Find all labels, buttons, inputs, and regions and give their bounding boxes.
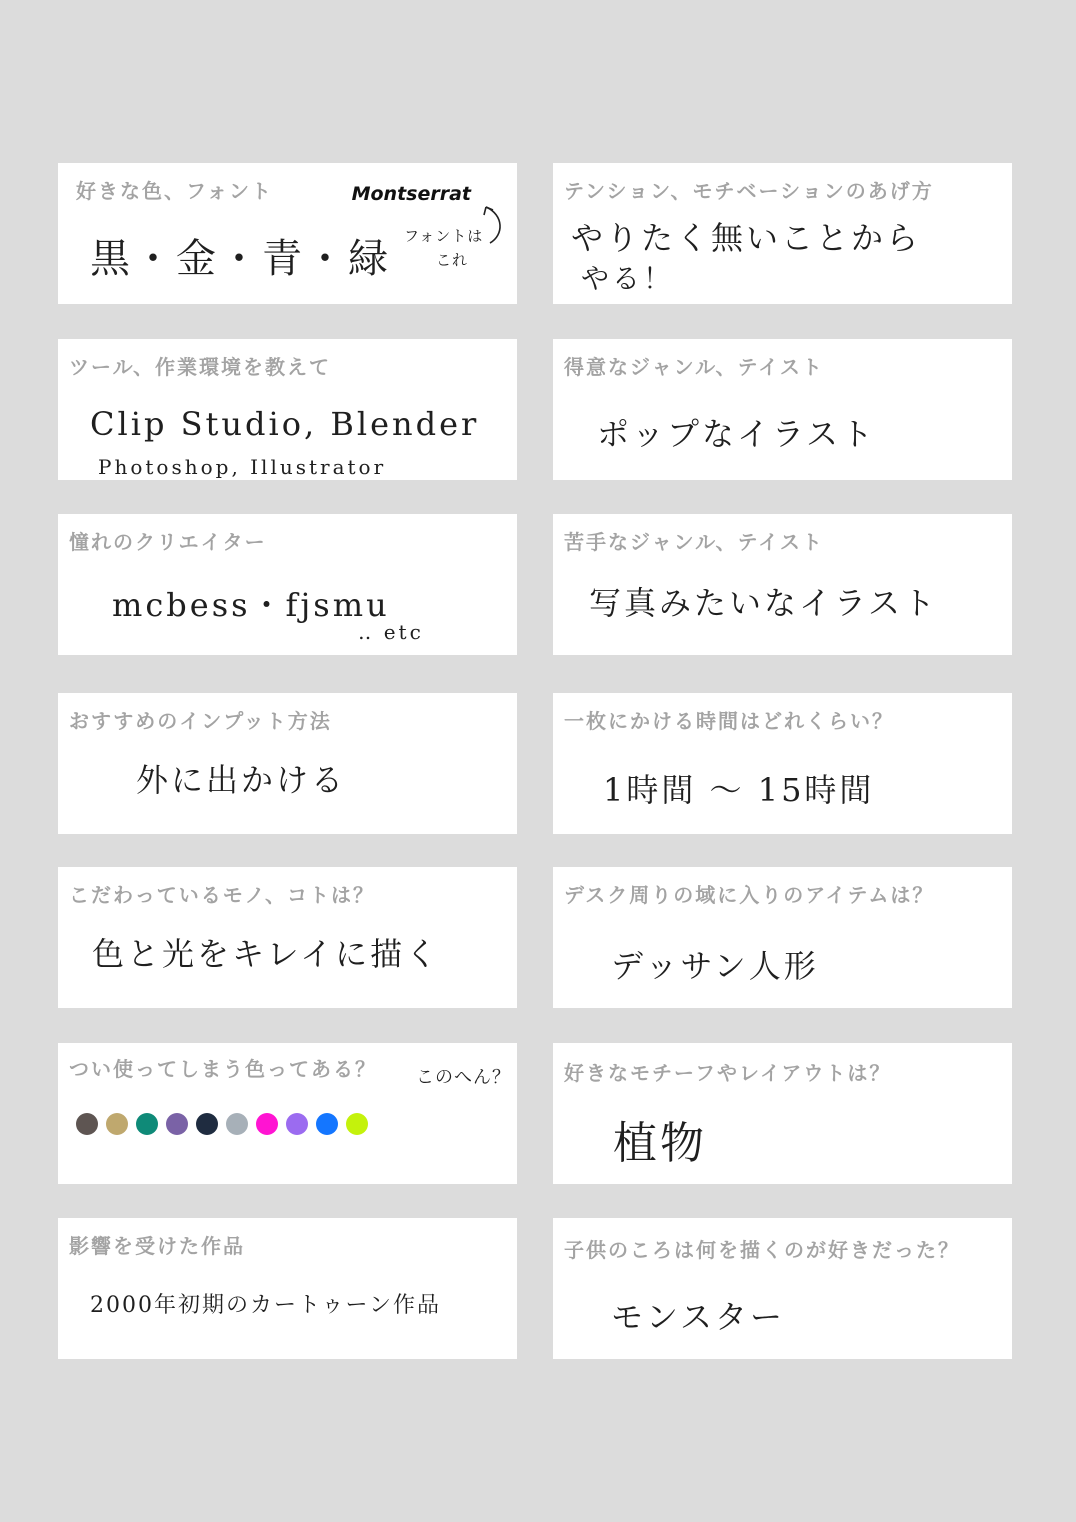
font-logo-montserrat: Montserrat: [351, 183, 471, 205]
question-desk-item: デスク周りの域に入りのアイテムは？: [564, 883, 935, 907]
question-favorite-color-font: 好きな色、フォント: [76, 179, 273, 203]
card-motif: [553, 1043, 1012, 1184]
color-swatch-8: [286, 1113, 308, 1135]
question-input-method: おすすめのインプット方法: [69, 709, 332, 733]
answer-influence: 2000年初期のカートゥーン作品: [90, 1293, 441, 1318]
color-swatch-6: [226, 1113, 248, 1135]
card-input-method: [58, 693, 517, 834]
color-swatch-7: [256, 1113, 278, 1135]
answer-motivation-line1: やりたく無いことから: [571, 219, 922, 257]
curved-arrow-icon: [478, 201, 508, 249]
question-focus: こだわっているモノ、コトは？: [69, 883, 375, 907]
answer-tools-line1: Clip Studio, Blender: [90, 405, 480, 443]
answer-creators-etc: ‥ etc: [358, 620, 424, 644]
question-favorite-colors: つい使ってしまう色ってある？: [69, 1057, 377, 1081]
color-swatch-1: [76, 1113, 98, 1135]
answer-creators: mcbess・fjsmu: [112, 586, 390, 624]
answer-input-method: 外に出かける: [136, 761, 347, 799]
question-good-genre: 得意なジャンル、テイスト: [564, 355, 824, 379]
answer-focus: 色と光をキレイに描く: [92, 935, 441, 973]
question-motif: 好きなモチーフやレイアウトは？: [564, 1061, 892, 1085]
question-tools: ツール、作業環境を教えて: [69, 355, 331, 379]
card-focus: [58, 867, 517, 1008]
card-creators: [58, 514, 517, 655]
color-swatch-2: [106, 1113, 128, 1135]
answer-desk-item: デッサン人形: [611, 947, 819, 985]
colors-note: このへん？: [416, 1067, 511, 1088]
answer-motif: 植物: [613, 1118, 707, 1169]
card-favorite-colors: [58, 1043, 517, 1184]
card-favorite-color-font: [58, 163, 517, 304]
question-influence: 影響を受けた作品: [69, 1234, 245, 1258]
color-swatch-3: [136, 1113, 158, 1135]
answer-favorite-colors: 黒・金・青・緑: [90, 236, 391, 282]
question-motivation: テンション、モチベーションのあげ方: [564, 179, 934, 203]
answer-tools-line2: Photoshop, Illustrator: [98, 455, 387, 479]
card-bad-genre: [553, 514, 1012, 655]
color-swatch-4: [166, 1113, 188, 1135]
answer-bad-genre: 写真みたいなイラスト: [589, 584, 939, 622]
font-note-line2: これ: [436, 251, 469, 269]
answer-motivation-line2: やる！: [581, 262, 675, 295]
color-swatch-10: [346, 1113, 368, 1135]
card-time-per-piece: [553, 693, 1012, 834]
card-good-genre: [553, 339, 1012, 480]
answer-childhood: モンスター: [611, 1298, 786, 1336]
card-influence: [58, 1218, 517, 1359]
answer-time-per-piece: 1時間 〜 15時間: [603, 771, 875, 809]
question-creators: 憧れのクリエイター: [69, 530, 267, 554]
question-bad-genre: 苦手なジャンル、テイスト: [564, 530, 824, 554]
question-time-per-piece: 一枚にかける時間はどれくらい？: [564, 709, 894, 733]
color-swatch-5: [196, 1113, 218, 1135]
color-swatches: [76, 1113, 368, 1135]
font-note-line1: フォントは: [404, 227, 484, 245]
color-swatch-9: [316, 1113, 338, 1135]
answer-good-genre: ポップなイラスト: [597, 415, 877, 453]
card-desk-item: [553, 867, 1012, 1008]
card-childhood: [553, 1218, 1012, 1359]
card-motivation: [553, 163, 1012, 304]
card-tools: [58, 339, 517, 480]
question-childhood: 子供のころは何を描くのが好きだった？: [564, 1238, 960, 1262]
